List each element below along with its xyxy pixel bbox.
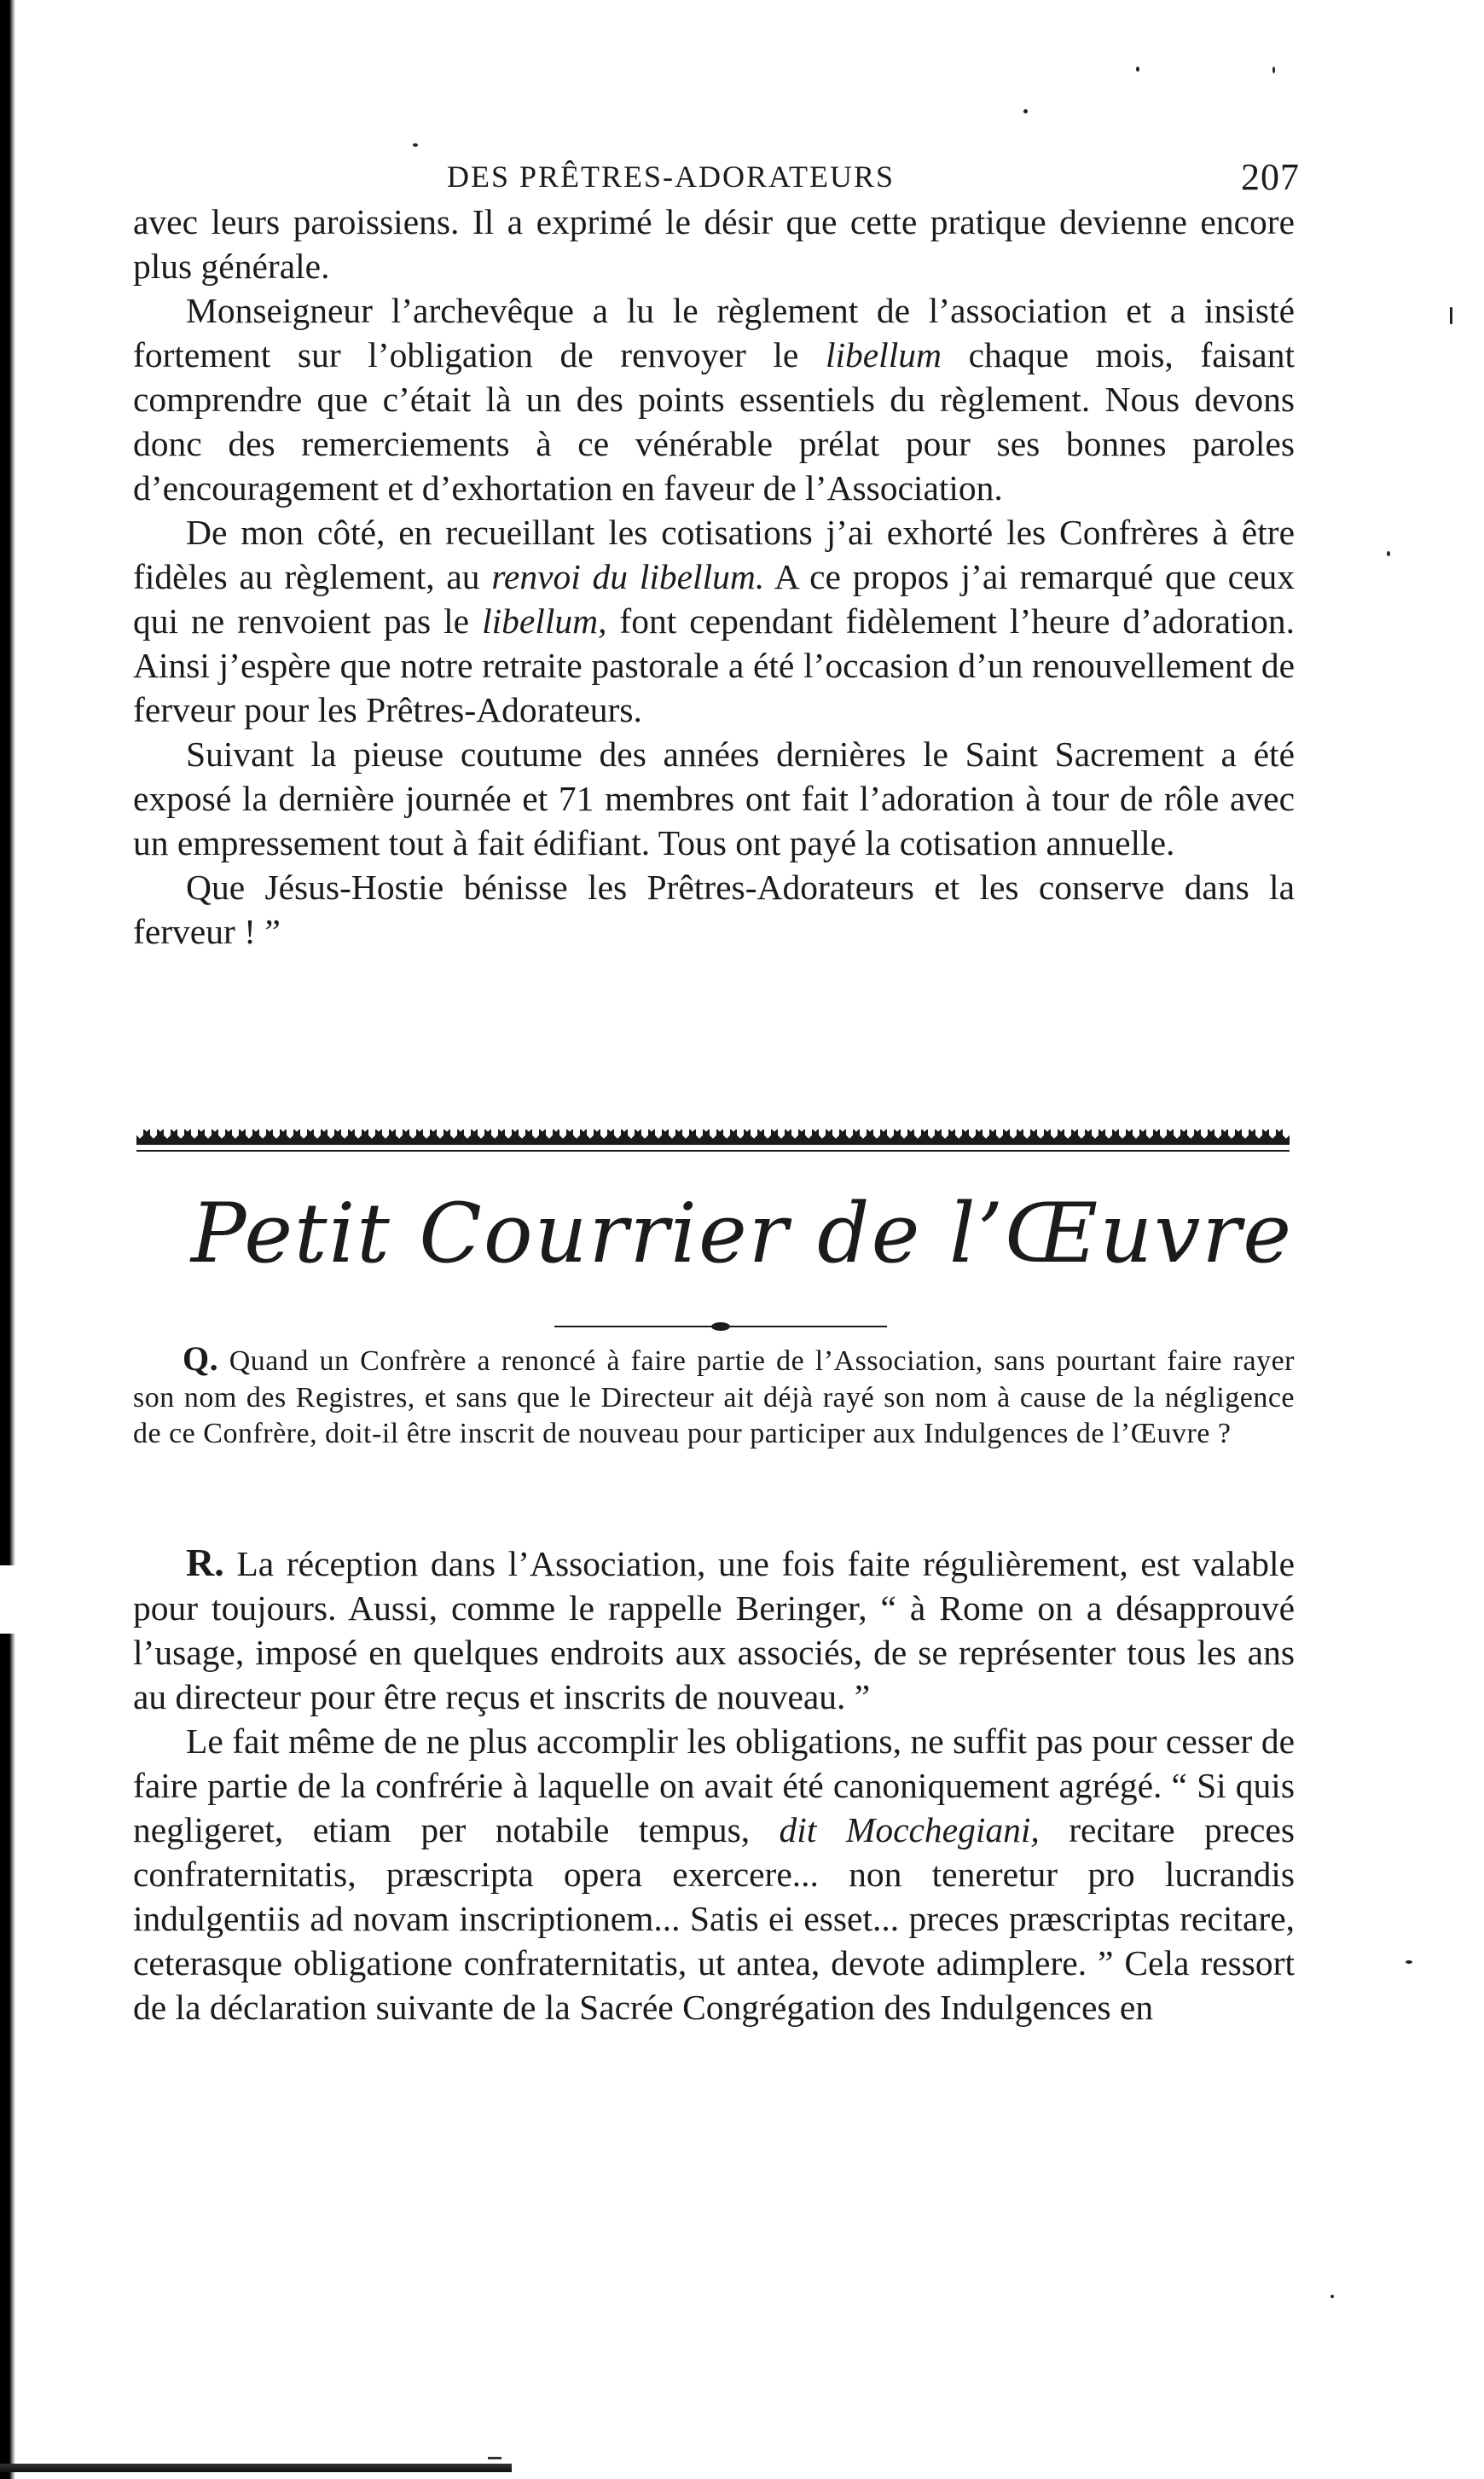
binding-edge-gap (0, 1565, 15, 1634)
running-title: DES PRÊTRES-ADORATEURS (447, 160, 896, 194)
ornamental-divider (136, 1129, 1290, 1155)
divider-rule-thick (136, 1141, 1290, 1145)
text-run: A ce propos j’ai remarqué que ceux qui ne renvoient pas le (133, 557, 1295, 641)
text-run: Monseigneur l’archevêque a lu le règlement de l’association et a insisté fortement sur l’obligation de renvoyer le (133, 291, 1295, 374)
title-ornament (554, 1321, 887, 1332)
top-text-block (133, 200, 1295, 954)
text-run: Suivant la pieuse coutume des années dernières le Saint Sacrement a été exposé la dernière journée et 71 membres ont fait l’adoration à tour de rôle avec un empressement tout à fait édifiant. Tous ont payé la cotisation annuelle. (133, 734, 1295, 862)
bottom-edge-mark (488, 2457, 501, 2459)
paragraph (133, 288, 1295, 510)
section-title: Petit Courrier de l’Œuvre (190, 1186, 1294, 1281)
scan-speck (1136, 67, 1139, 72)
text-run: recitare preces confraternitatis, præscripta opera exercere... non teneretur pro lucrandis indulgentiis ad novam inscriptionem... Satis ei esset... preces præscriptas recitare, ceterasque obligatione confraternitatis, ut antea, devote adimplere. ” Cela ressort de la déclaration suivante de la Sacrée Congrégation des Indulgences en (133, 1810, 1295, 2027)
scan-speck (1330, 2295, 1334, 2298)
text-run: De mon côté, en recueillant les cotisations j’ai exhorté les Confrères à être fidèles au règlement, au (133, 513, 1295, 596)
text-run: chaque mois, faisant comprendre que c’était là un des points essentiels du règlement. Nous devons donc des remerciements à ce vénérable prélat pour ses bonnes paroles d’encouragement et d’exhortation en faveur de l’Association. (133, 335, 1295, 508)
italic-text-run: dit Mocchegiani, (779, 1810, 1040, 1849)
text-run: avec leurs paroissiens. Il a exprimé le désir que cette pratique devienne encore plus générale. (133, 202, 1295, 286)
running-head (447, 156, 1300, 201)
question-block (133, 1341, 1295, 1453)
italic-text-run: renvoi du libellum. (491, 557, 765, 596)
answer-paragraph (133, 1719, 1295, 2029)
paragraph (133, 865, 1295, 954)
text-run: La réception dans l’Association, une fois faite régulièrement, est valable pour toujours. Aussi, comme le rappelle Beringer, “ à Rome on a désapprouvé l’usage, imposé en quelques endroits aux associés, de se représenter tous les ans au directeur pour être reçus et inscrits de nouveau. ” (133, 1544, 1295, 1716)
italic-text-run: libellum (825, 335, 942, 374)
paragraph (133, 732, 1295, 865)
question-paragraph (133, 1341, 1295, 1453)
scan-speck (1023, 109, 1028, 113)
answer-block (133, 1541, 1295, 2029)
bottom-edge-bar (0, 2464, 512, 2472)
text-run: font cependant fidèlement l’heure d’adoration. Ainsi j’espère que notre retraite pastorale a été l’occasion d’un renouvellement de ferveur pour les Prêtres-Adorateurs. (133, 601, 1295, 729)
text-run: Le fait même de ne plus accomplir les obligations, ne suffit pas pour cesser de faire partie de la confrérie à laquelle on avait été canoniquement agrégé. “ Si quis negligeret, etiam per notabile tempus, (133, 1721, 1295, 1849)
scan-speck (1272, 67, 1275, 73)
answer-marker: R. (186, 1541, 224, 1584)
text-run: Que Jésus-Hostie bénisse les Prêtres-Adorateurs et les conserve dans la ferveur ! ” (133, 868, 1295, 951)
italic-text-run: libellum, (482, 601, 607, 641)
divider-rule-thin (136, 1150, 1290, 1152)
scan-speck (1406, 1960, 1412, 1964)
question-text: Quand un Confrère a renoncé à faire partie de l’Association, sans pourtant faire rayer son nom des Registres, et sans que le Directeur ait déjà rayé son nom à cause de la négligence de ce Confrère, doit-il être inscrit de nouveau pour participer aux Indulgences de l’Œuvre ? (133, 1345, 1295, 1449)
paragraph (133, 510, 1295, 732)
scan-speck (1450, 307, 1452, 324)
page-number: 207 (1241, 156, 1300, 198)
ornament-diamond (711, 1322, 730, 1331)
answer-paragraph (133, 1541, 1295, 1719)
divider-teeth (136, 1129, 1290, 1141)
scan-speck (413, 143, 418, 147)
question-marker: Q. (183, 1339, 219, 1378)
paragraph (133, 200, 1295, 288)
scan-speck (1387, 551, 1390, 556)
